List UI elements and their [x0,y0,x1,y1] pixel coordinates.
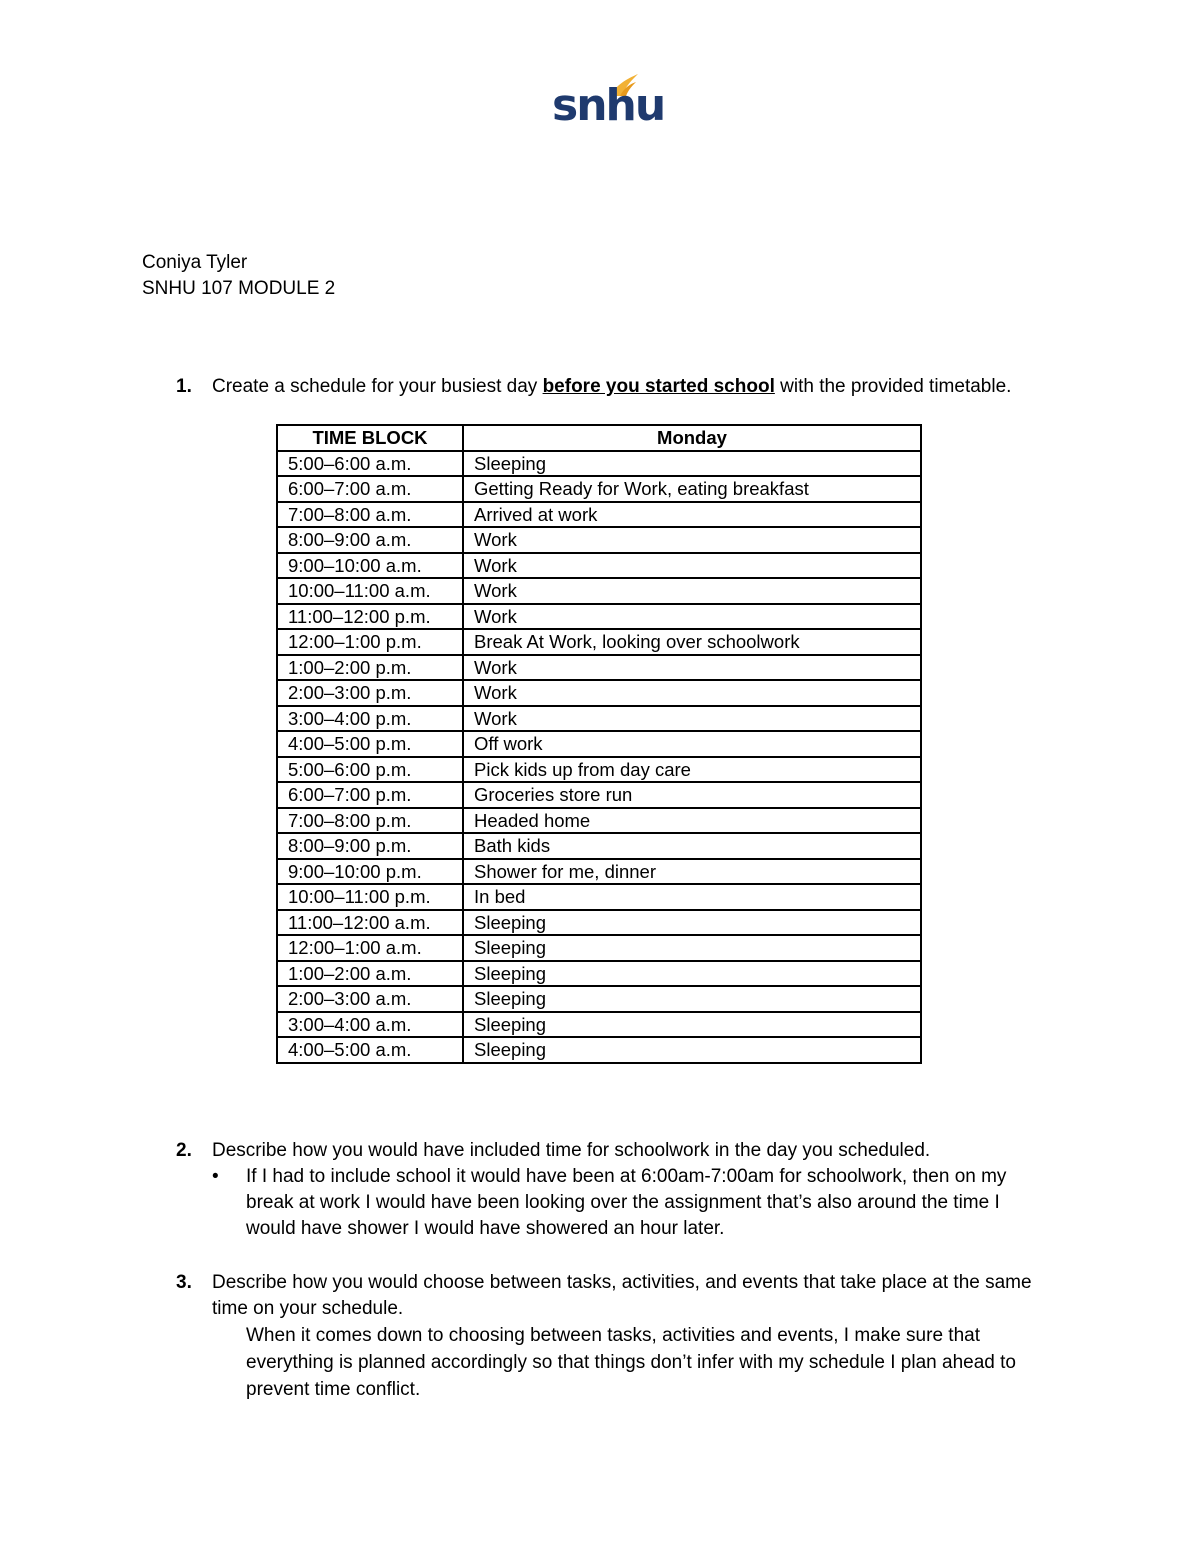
table-row [277,502,921,528]
activity-cell: Break At Work, looking over schoolwork [463,629,921,655]
time-block-cell: 3:00–4:00 a.m. [277,1012,463,1038]
header-time-block: TIME BLOCK [277,425,463,451]
time-block-cell: 6:00–7:00 p.m. [277,782,463,808]
activity-cell: Bath kids [463,833,921,859]
question-text: Describe how you would choose between tasks, activities, and events that take place at the same time on your schedule. [212,1272,1032,1319]
author-block [142,250,335,302]
time-block-cell: 3:00–4:00 p.m. [277,706,463,732]
activity-cell: Work [463,553,921,579]
time-block-cell: 2:00–3:00 p.m. [277,680,463,706]
activity-cell: Sleeping [463,935,921,961]
time-block-cell: 12:00–1:00 p.m. [277,629,463,655]
activity-cell: Sleeping [463,1012,921,1038]
table-row [277,655,921,681]
schedule-table [276,424,922,1064]
time-block-cell: 5:00–6:00 p.m. [277,757,463,783]
time-block-cell: 7:00–8:00 p.m. [277,808,463,834]
activity-cell: Getting Ready for Work, eating breakfast [463,476,921,502]
table-row [277,706,921,732]
table-row [277,1037,921,1063]
table-row [277,629,921,655]
time-block-cell: 6:00–7:00 a.m. [277,476,463,502]
time-block-cell: 9:00–10:00 p.m. [277,859,463,885]
activity-cell: Headed home [463,808,921,834]
question-text: Describe how you would have included time for schoolwork in the day you scheduled. [212,1140,931,1161]
time-block-cell: 2:00–3:00 a.m. [277,986,463,1012]
table-row [277,731,921,757]
table-row [277,604,921,630]
activity-cell: Sleeping [463,451,921,477]
time-block-cell: 10:00–11:00 p.m. [277,884,463,910]
time-block-cell: 8:00–9:00 p.m. [277,833,463,859]
activity-cell: Sleeping [463,961,921,987]
time-block-cell: 10:00–11:00 a.m. [277,578,463,604]
activity-cell: Pick kids up from day care [463,757,921,783]
author-name: Coniya Tyler [142,252,248,273]
bullet-icon: • [212,1166,219,1187]
question-text-end: with the provided timetable. [774,376,1012,397]
table-row [277,884,921,910]
header-monday: Monday [463,425,921,451]
activity-cell: Work [463,680,921,706]
table-row [277,1012,921,1038]
question-number: 2. [176,1140,192,1161]
time-block-cell: 11:00–12:00 p.m. [277,604,463,630]
logo-text: snhu [552,80,665,131]
activity-cell: Work [463,604,921,630]
time-block-cell: 8:00–9:00 a.m. [277,527,463,553]
time-block-cell: 1:00–2:00 a.m. [277,961,463,987]
activity-cell: Sleeping [463,910,921,936]
time-block-cell: 4:00–5:00 p.m. [277,731,463,757]
activity-cell: Shower for me, dinner [463,859,921,885]
time-block-cell: 1:00–2:00 p.m. [277,655,463,681]
snhu-logo [552,72,665,136]
table-row [277,808,921,834]
course-title: SNHU 107 MODULE 2 [142,278,336,299]
question-emphasis: before you started school [542,376,775,397]
activity-cell: Work [463,578,921,604]
activity-cell: Sleeping [463,1037,921,1063]
time-block-cell: 7:00–8:00 a.m. [277,502,463,528]
table-row [277,578,921,604]
table-row [277,553,921,579]
question-number: 3. [176,1272,192,1293]
table-row [277,833,921,859]
question-text [212,374,1072,400]
table-row [277,986,921,1012]
time-block-cell: 9:00–10:00 a.m. [277,553,463,579]
activity-cell: Sleeping [463,986,921,1012]
activity-cell: Work [463,655,921,681]
table-row [277,527,921,553]
table-row [277,961,921,987]
answer-3: When it comes down to choosing between tasks, activities and events, I make sure that everything is planned accordingly so that things don’t infer with my schedule I plan ahead to prevent time conflict. [246,1325,1016,1400]
question-number: 1. [176,376,192,397]
activity-cell: In bed [463,884,921,910]
table-row [277,859,921,885]
activity-cell: Work [463,706,921,732]
time-block-cell: 4:00–5:00 a.m. [277,1037,463,1063]
question-text-start: Create a schedule for your busiest day [212,376,543,397]
time-block-cell: 12:00–1:00 a.m. [277,935,463,961]
table-row [277,935,921,961]
time-block-cell: 5:00–6:00 a.m. [277,451,463,477]
table-row [277,680,921,706]
table-row [277,476,921,502]
activity-cell: Groceries store run [463,782,921,808]
table-row [277,782,921,808]
table-row [277,910,921,936]
time-block-cell: 11:00–12:00 a.m. [277,910,463,936]
table-header-row [277,425,921,451]
table-row [277,451,921,477]
table-row [277,757,921,783]
activity-cell: Work [463,527,921,553]
answer-text: If I had to include school it would have been at 6:00am-7:00am for schoolwork, then on my break at work I would have been looking over the assignment that’s also around the time I would have shower I would have showered an hour later. [246,1166,1007,1239]
activity-cell: Arrived at work [463,502,921,528]
activity-cell: Off work [463,731,921,757]
